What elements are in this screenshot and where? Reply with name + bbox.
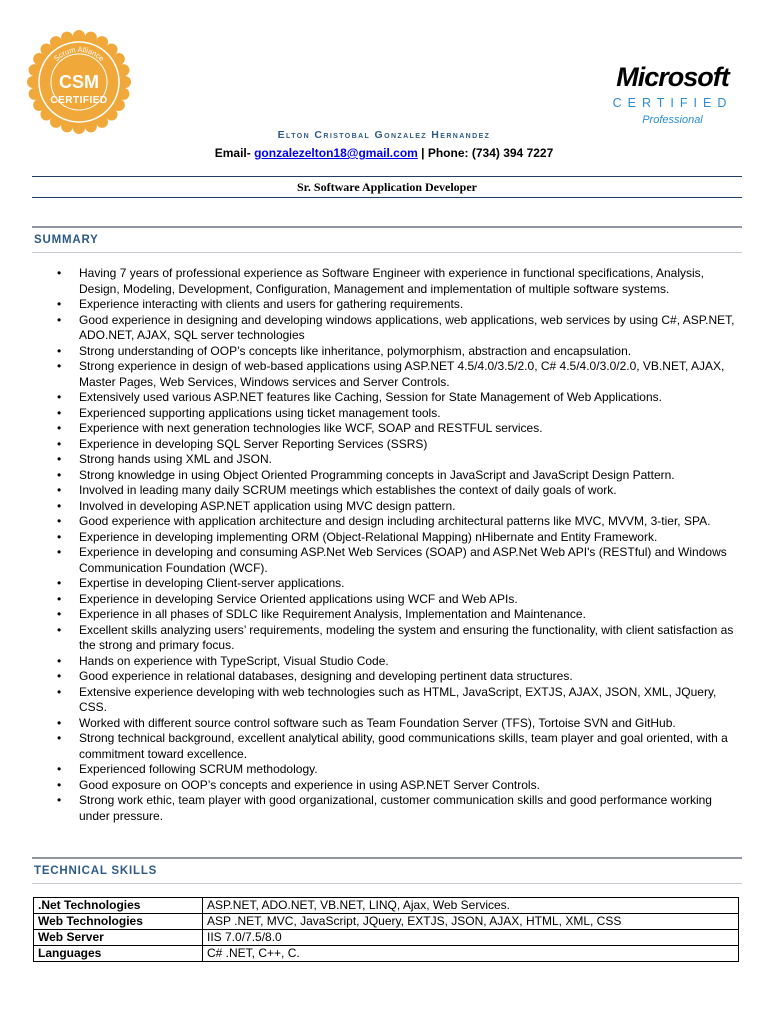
summary-item: • Strong experience in design of web-based applications using ASP.NET 4.5/4.0/3.5/2.0, C# 4.5/4.0/3.0/2.0, VB.NET, AJAX, Master Pages, Web Services, Windows services and Server Controls. <box>54 359 744 390</box>
email-link[interactable]: gonzalezelton18@gmail.com <box>254 146 418 160</box>
skill-category: .Net Technologies <box>34 898 203 914</box>
skill-values: ASP.NET, ADO.NET, VB.NET, LINQ, Ajax, Web Services. <box>203 898 739 914</box>
skills-row <box>34 914 739 930</box>
section-divider <box>32 857 742 859</box>
microsoft-professional-text: Professional <box>642 114 703 126</box>
summary-item: • Good experience in relational databases, designing and developing pertinent data structures. <box>54 669 744 685</box>
summary-item: • Strong technical background, excellent analytical ability, good communications skills, team player and goal oriented, with a commitment toward excellence. <box>54 731 744 762</box>
csm-top-text: Scrum Alliance <box>52 44 106 64</box>
summary-item: • Experience interacting with clients and users for gathering requirements. <box>54 297 744 313</box>
summary-item: • Involved in leading many daily SCRUM meetings which establishes the context of daily goals of work. <box>54 483 744 499</box>
csm-main-text: CSM <box>59 72 99 92</box>
contact-line <box>0 146 768 160</box>
microsoft-certified-logo <box>600 62 745 132</box>
skill-category: Languages <box>34 946 203 962</box>
skill-category: Web Technologies <box>34 914 203 930</box>
phone-label: | Phone: <box>421 146 469 160</box>
skills-row <box>34 898 739 914</box>
summary-item: • Experienced supporting applications using ticket management tools. <box>54 406 744 422</box>
summary-item: • Strong hands using XML and JSON. <box>54 452 744 468</box>
skill-values: C# .NET, C++, C. <box>203 946 739 962</box>
summary-item: • Excellent skills analyzing users’ requirements, modeling the system and ensuring the functionality, with client satisfaction as the strong and primary focus. <box>54 623 744 654</box>
summary-item: • Experience with next generation technologies like WCF, SOAP and RESTFUL services. <box>54 421 744 437</box>
summary-item: • Involved in developing ASP.NET application using MVC design pattern. <box>54 499 744 515</box>
summary-item: • Experience in developing implementing ORM (Object-Relational Mapping) nHibernate and Entity Framework. <box>54 530 744 546</box>
summary-item: • Worked with different source control software such as Team Foundation Server (TFS), Tortoise SVN and GitHub. <box>54 716 744 732</box>
summary-item: • Expertise in developing Client-server applications. <box>54 576 744 592</box>
summary-item: • Experienced following SCRUM methodology. <box>54 762 744 778</box>
csm-sub-text: CERTIFIED <box>50 95 108 106</box>
job-title: Sr. Software Application Developer <box>297 180 477 194</box>
skills-row <box>34 946 739 962</box>
email-label: Email- <box>214 146 251 160</box>
summary-item: • Strong work ethic, team player with good organizational, customer communication skills and good performance working under pressure. <box>54 793 744 824</box>
summary-item: • Good experience in designing and developing windows applications, web applications, web services by using C#, ASP.NET, ADO.NET, AJAX, SQL server technologies <box>54 313 744 344</box>
summary-item: • Good experience with application architecture and design including architectural patterns like MVC, MVVM, 3-tier, SPA. <box>54 514 744 530</box>
csm-certified-badge <box>27 30 131 134</box>
section-divider <box>32 252 742 253</box>
skill-values: IIS 7.0/7.5/8.0 <box>203 930 739 946</box>
summary-item: • Extensive experience developing with web technologies such as HTML, JavaScript, EXTJS, AJAX, JSON, XML, JQuery, CSS. <box>54 685 744 716</box>
summary-item: • Experience in developing SQL Server Reporting Services (SSRS) <box>54 437 744 453</box>
technical-skills-section-header <box>32 857 742 884</box>
summary-item: • Strong understanding of OOP’s concepts like inheritance, polymorphism, abstraction and encapsulation. <box>54 344 744 360</box>
summary-item: • Hands on experience with TypeScript, Visual Studio Code. <box>54 654 744 670</box>
microsoft-certified-text: CERTIFIED <box>612 96 733 110</box>
summary-heading: SUMMARY <box>34 234 99 246</box>
microsoft-wordmark: Microsoft <box>616 62 729 92</box>
summary-item: • Strong knowledge in using Object Oriented Programming concepts in JavaScript and JavaScript Design Pattern. <box>54 468 744 484</box>
candidate-name: Elton Cristobal Gonzalez Hernandez <box>277 129 491 141</box>
technical-skills-table <box>33 897 739 962</box>
summary-item: • Having 7 years of professional experience as Software Engineer with experience in functional specifications, Analysis, Design, Modeling, Development, Configuration, Management and implementation of multiple software systems. <box>54 266 744 297</box>
skill-values: ASP .NET, MVC, JavaScript, JQuery, EXTJS, JSON, AJAX, HTML, XML, CSS <box>203 914 739 930</box>
technical-skills-heading: TECHNICAL SKILLS <box>34 865 158 877</box>
summary-item: • Extensively used various ASP.NET features like Caching, Session for State Management of Web Applications. <box>54 390 744 406</box>
summary-item: • Experience in all phases of SDLC like Requirement Analysis, Implementation and Maintenance. <box>54 607 744 623</box>
phone-number: (734) 394 7227 <box>471 146 554 160</box>
summary-list <box>54 266 744 824</box>
section-divider <box>32 226 742 228</box>
summary-item: • Experience in developing Service Oriented applications using WCF and Web APIs. <box>54 592 744 608</box>
summary-item: • Good exposure on OOP’s concepts and experience in using ASP.NET Server Controls. <box>54 778 744 794</box>
summary-item: • Experience in developing and consuming ASP.Net Web Services (SOAP) and ASP.Net Web API's (RESTful) and Windows Communication Foundation (WCF). <box>54 545 744 576</box>
skills-row <box>34 930 739 946</box>
job-title-box <box>32 176 742 198</box>
summary-section-header <box>32 226 742 253</box>
section-divider <box>32 883 742 884</box>
skill-category: Web Server <box>34 930 203 946</box>
